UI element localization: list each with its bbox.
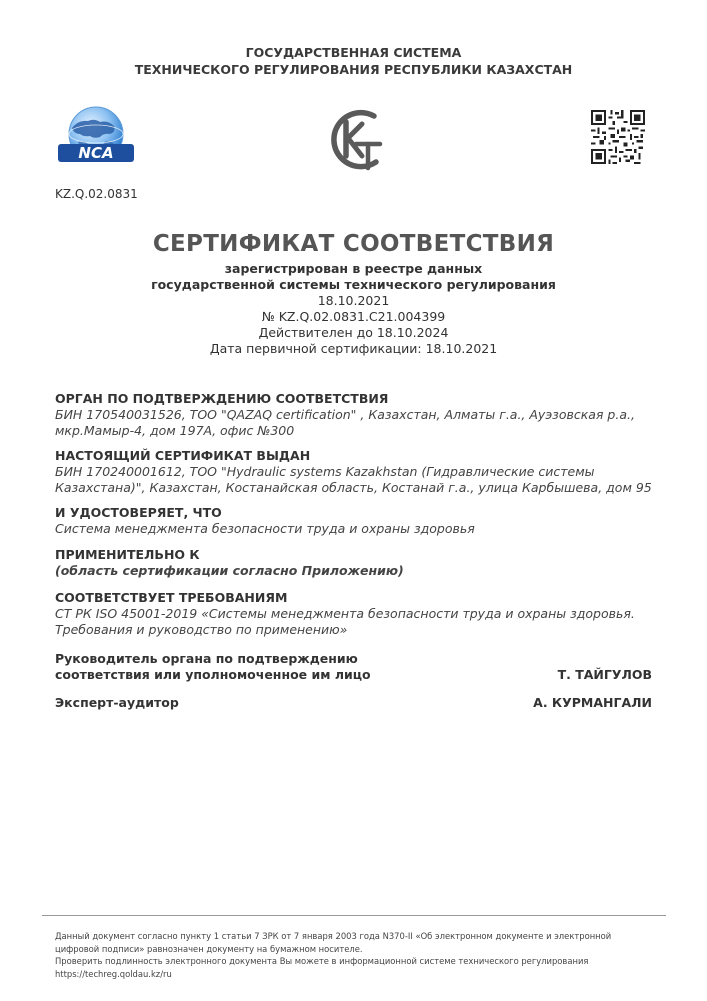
section-text-line: Казахстана)", Казахстан, Костанайская область, Костанай г.а., улица Карбышева, дом 95: [55, 480, 652, 495]
signature-head-label-line-2: соответствия или уполномоченное им лицо: [55, 667, 371, 682]
footer-line: цифровой подписи» равнозначен документу на бумажном носителе.: [55, 943, 363, 954]
certificate-title: СЕРТИФИКАТ СООТВЕТСТВИЯ: [152, 231, 555, 257]
signature-auditor: [55, 695, 652, 711]
section-text-line: БИН 170540031526, ТОО "QAZAQ certification" , Казахстан, Алматы г.а., Ауэзовская р.а.,: [55, 407, 635, 422]
certificate-number: № KZ.Q.02.0831.C21.004399: [261, 309, 446, 324]
footer-note: [55, 930, 655, 980]
section-heading: И УДОСТОВЕРЯЕТ, ЧТО: [55, 505, 222, 520]
registry-code: KZ.Q.02.0831: [55, 187, 138, 201]
signature-auditor-name: А. КУРМАНГАЛИ: [533, 695, 652, 710]
certificate-title-block: [0, 230, 707, 357]
nca-globe-logo-icon: [54, 106, 138, 172]
section-text-line: БИН 170240001612, ТОО "Hydraulic systems Kazakhstan (Гидравлические системы: [55, 464, 595, 479]
footer-line: Данный документ согласно пункту 1 статьи 7 ЗРК от 7 января 2003 года N370-II «Об электронном документе и электронной: [55, 931, 612, 941]
qr-code-icon: [591, 110, 645, 164]
registry-subtitle-line-1: зарегистрирован в реестре данных: [224, 261, 483, 276]
signature-auditor-label: Эксперт-аудитор: [55, 695, 179, 710]
section-text-line: (область сертификации согласно Приложению): [55, 563, 404, 578]
first-certification-date: Дата первичной сертификации: 18.10.2021: [209, 341, 498, 356]
header-line-1: ГОСУДАРСТВЕННАЯ СИСТЕМА: [245, 45, 462, 60]
signature-head: [55, 651, 652, 683]
valid-until: Действителен до 18.10.2024: [258, 325, 449, 340]
certificate-date: 18.10.2021: [317, 293, 390, 308]
section-heading: СООТВЕТСТВУЕТ ТРЕБОВАНИЯМ: [55, 590, 288, 605]
section-requirements: [55, 590, 655, 638]
section-certification-body: [55, 391, 655, 439]
section-text-line: Система менеджмента безопасности труда и охраны здоровья: [55, 521, 475, 536]
signature-head-label-line-1: Руководитель органа по подтверждению: [55, 651, 358, 666]
section-text-line: СТ РК ISO 45001-2019 «Системы менеджмента безопасности труда и охраны здоровья.: [55, 606, 635, 621]
footer-link[interactable]: https://techreg.qoldau.kz/ru: [55, 968, 172, 979]
footer-line: Проверить подлинность электронного документа Вы можете в информационной системе технического регулирования: [55, 956, 589, 967]
kt-conformity-mark-icon: [322, 104, 386, 176]
section-text-line: мкр.Мамыр-4, дом 197А, офис №300: [55, 423, 295, 438]
footer-divider: [42, 915, 666, 916]
registry-subtitle-line-2: государственной системы технического регулирования: [151, 277, 556, 292]
section-heading: ПРИМЕНИТЕЛЬНО К: [55, 547, 200, 562]
section-certifies: [55, 505, 655, 537]
section-heading: НАСТОЯЩИЙ СЕРТИФИКАТ ВЫДАН: [55, 448, 311, 463]
section-heading: ОРГАН ПО ПОДТВЕРЖДЕНИЮ СООТВЕТСТВИЯ: [55, 391, 389, 406]
section-text-line: Требования и руководство по применению»: [55, 622, 348, 637]
header-line-2: ТЕХНИЧЕСКОГО РЕГУЛИРОВАНИЯ РЕСПУБЛИКИ КАЗАХСТАН: [134, 62, 573, 77]
document-header: [0, 44, 707, 78]
section-applicable-to: [55, 547, 655, 579]
section-issued-to: [55, 448, 655, 496]
nca-logo-text: NCA: [78, 144, 114, 162]
signature-head-name: Т. ТАЙГУЛОВ: [557, 667, 652, 682]
